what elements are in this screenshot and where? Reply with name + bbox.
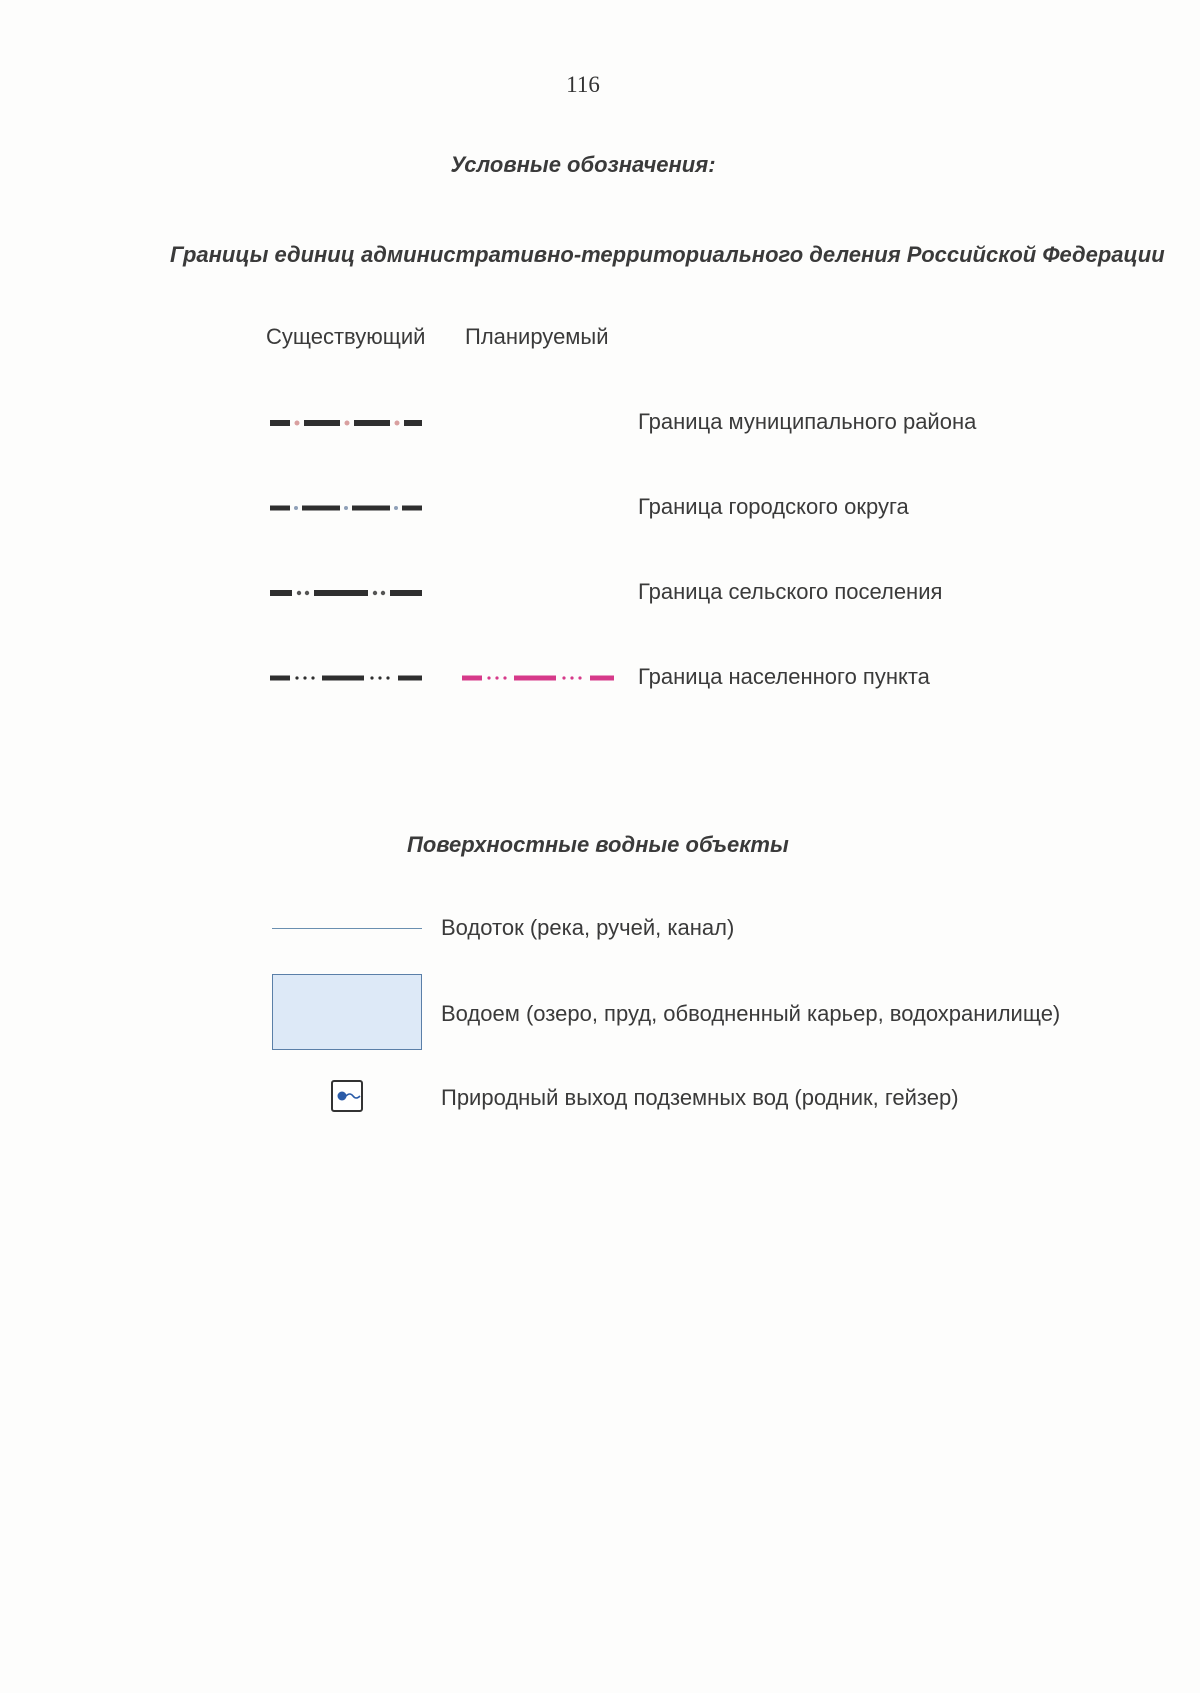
reservoir-label: Водоем (озеро, пруд, обводненный карьер, водохранилище) bbox=[441, 1001, 1061, 1026]
legend-row-municipal-district bbox=[0, 403, 1200, 443]
legend-row-urban-district bbox=[0, 488, 1200, 528]
urban-district-boundary-icon bbox=[268, 488, 424, 528]
reservoir-icon bbox=[272, 974, 422, 1050]
settlement-boundary-existing-icon bbox=[268, 658, 424, 698]
spring-label: Природный выход подземных вод (родник, гейзер) bbox=[441, 1085, 959, 1110]
municipal-district-boundary-icon bbox=[268, 403, 424, 443]
settlement-boundary-planned-icon bbox=[460, 658, 616, 698]
spring-icon bbox=[331, 1080, 363, 1112]
column-existing-header: Существующий bbox=[266, 324, 426, 349]
municipal-district-label: Граница муниципального района bbox=[638, 409, 977, 434]
stream-label: Водоток (река, ручей, канал) bbox=[441, 915, 735, 940]
legend-row-rural-settlement bbox=[0, 573, 1200, 613]
settlement-label: Граница населенного пункта bbox=[638, 664, 930, 689]
water-objects-title: Поверхностные водные объекты bbox=[407, 832, 789, 857]
stream-line-icon bbox=[272, 928, 422, 929]
legend-row-settlement bbox=[0, 658, 1200, 698]
legend-title: Условные обозначения: bbox=[450, 152, 716, 177]
urban-district-label: Граница городского округа bbox=[638, 494, 909, 519]
column-planned-header: Планируемый bbox=[465, 324, 609, 349]
rural-settlement-boundary-icon bbox=[268, 573, 424, 613]
page-number: 116 bbox=[566, 72, 600, 97]
admin-boundaries-title: Границы единиц административно-территориального деления Российской Федерации bbox=[170, 242, 1165, 267]
rural-settlement-label: Граница сельского поселения bbox=[638, 579, 943, 604]
